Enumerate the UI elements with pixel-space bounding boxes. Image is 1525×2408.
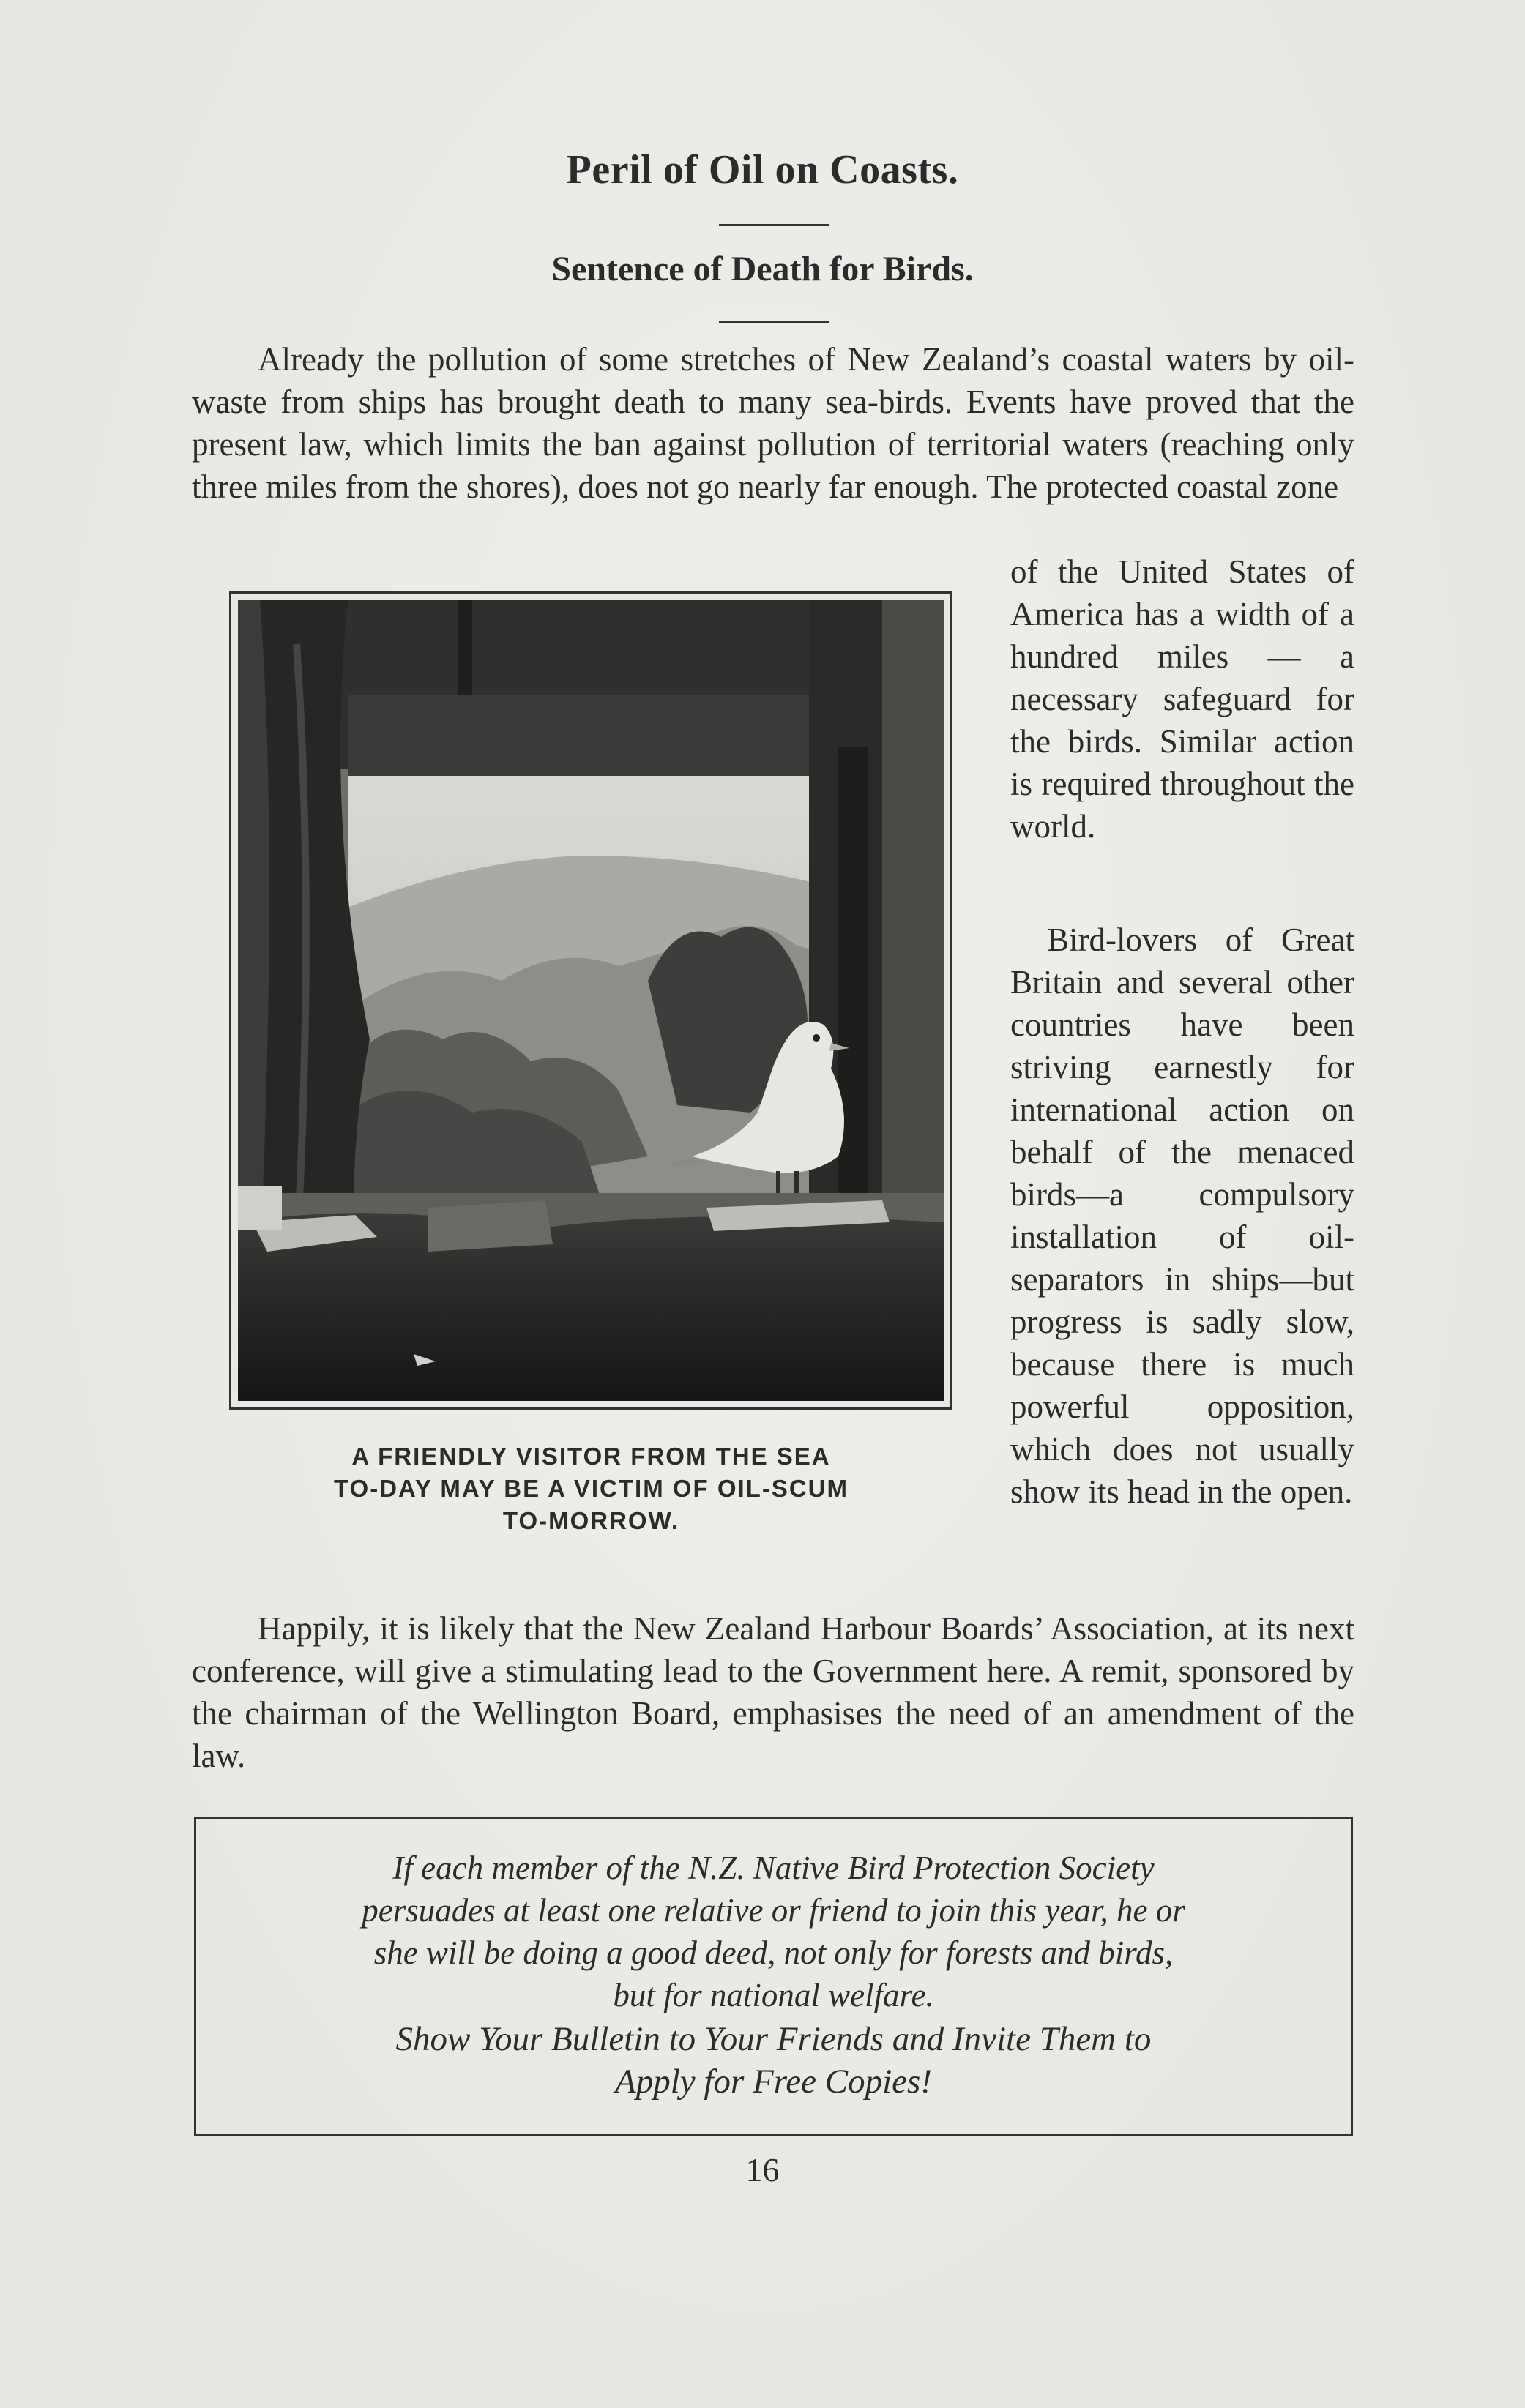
call-to-action [225,2018,1321,2103]
photo-frame [229,591,952,1410]
right-column-paragraph-1: of the United States of America has a width of a hundred miles — a necessary safeguard for the birds. Similar action is required throughout the world. [1010,553,1354,845]
closing-paragraph: Happily, it is likely that the New Zealand Harbour Boards’ Association, at its next conference, will give a stimulating lead to the Government here. A remit, sponsored by the chairman of the Wellington Board, emphasises the need of an amendment of the law. [192,1610,1354,1774]
right-column-paragraph-2: Bird-lovers of Great Britain and several other countries have been striving earnestly for international action on behalf of the menaced birds—a compulsory installation of oil-separators in ships—but progress is sadly slow, because there is much powerful opposition, which does not usually show its head in the open. [1010,921,1354,1510]
cta-line: Apply for Free Copies! [615,2063,932,2101]
notice-line: persuades at least one relative or friend to join this year, he or [362,1892,1185,1929]
membership-notice-box [194,1817,1353,2136]
photo-caption [249,1440,933,1537]
notice-line: If each member of the N.Z. Native Bird Protection Society [392,1850,1155,1886]
caption-line: A FRIENDLY VISITOR FROM THE SEA [351,1443,831,1470]
article-subtitle: Sentence of Death for Birds. [551,250,974,288]
seabird-photo [238,600,944,1401]
membership-appeal [225,1847,1321,2016]
title-divider [719,224,829,226]
caption-line: TO-DAY MAY BE A VICTIM OF OIL-SCUM [333,1475,849,1502]
cta-line: Show Your Bulletin to Your Friends and Invite Them to [395,2020,1152,2058]
notice-line: she will be doing a good deed, not only for forests and birds, [373,1934,1174,1971]
article-title: Peril of Oil on Coasts. [566,147,959,192]
intro-paragraph: Already the pollution of some stretches of New Zealand’s coastal waters by oil-waste from ships has brought death to many sea-birds. Events have proved that the present law, which limits the ban against pollution of territorial waters (reaching only three miles from the shores), does not go nearly far enough. The protected coastal zone [192,341,1354,505]
page-number: 16 [745,2151,780,2188]
subtitle-divider [719,321,829,323]
caption-line: TO-MORROW. [502,1507,680,1534]
notice-line: but for national welfare. [613,1977,934,2013]
